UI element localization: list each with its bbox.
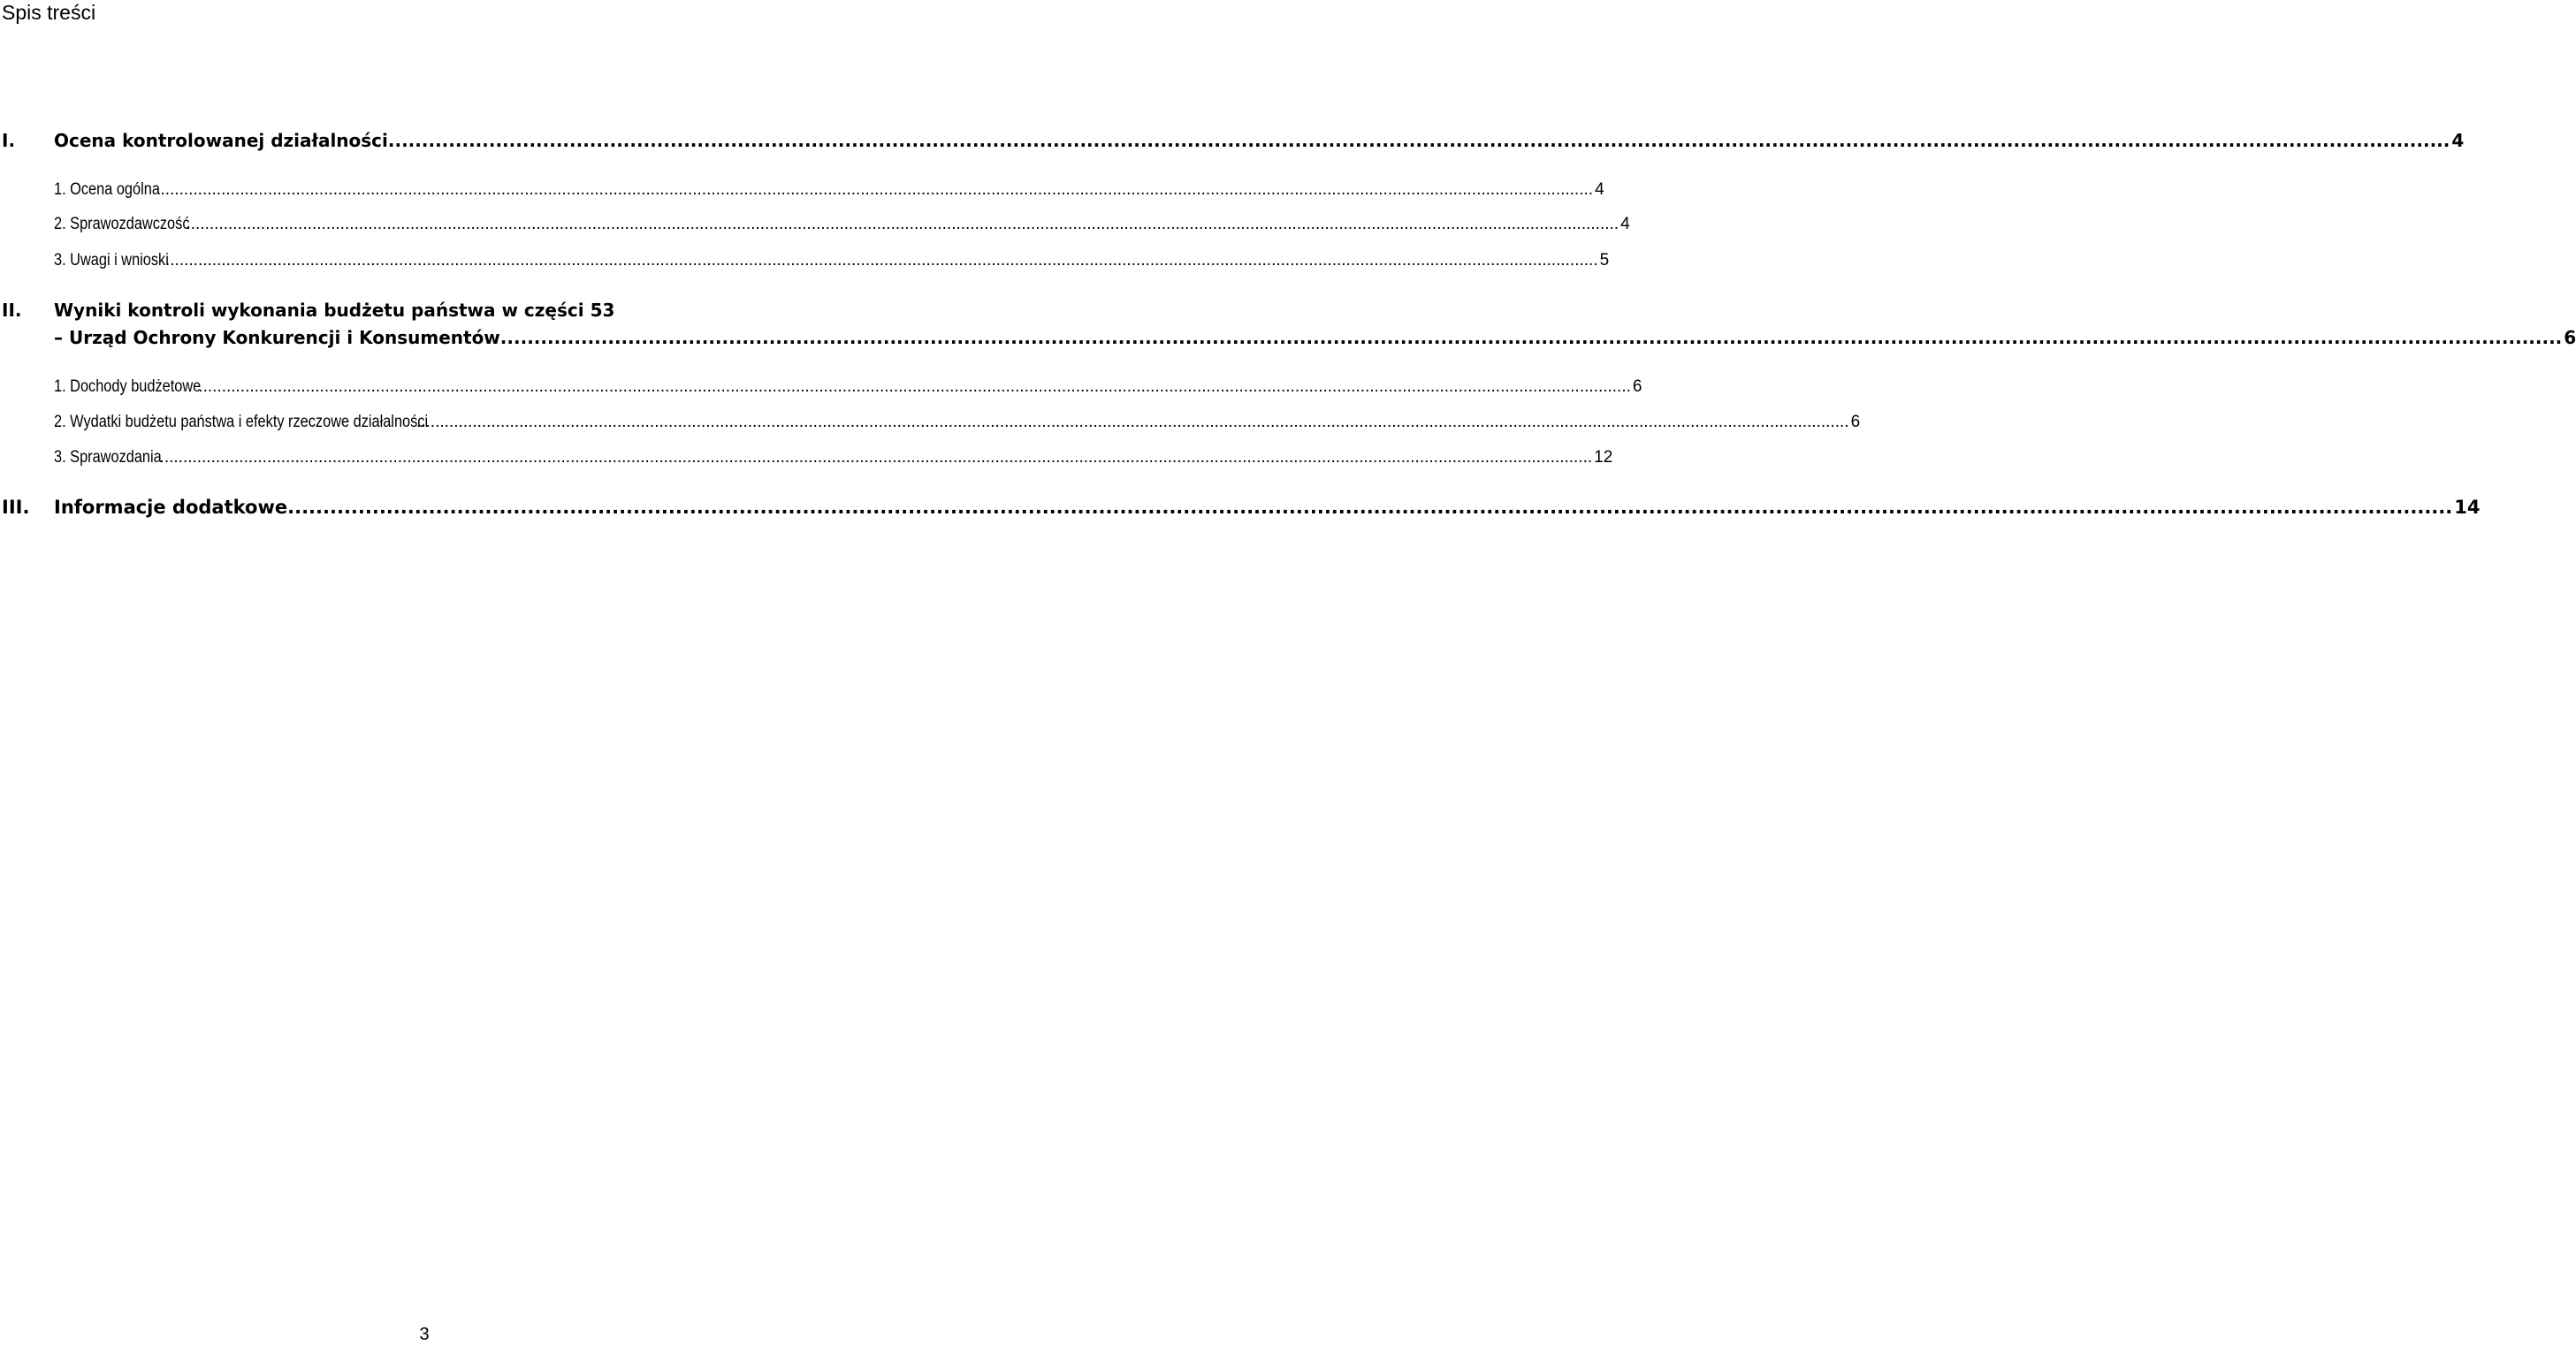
page-ref: 4 [1620,215,1630,233]
toc-section-1[interactable] [2,129,2465,152]
page-ref: 4 [1595,180,1604,199]
toc-item-2-2[interactable] [54,412,1861,433]
item-title: 2. Sprawozdawczość [54,215,190,233]
toc-section-2[interactable] [2,299,2576,352]
page-ref: 6 [1632,377,1642,396]
item-title: 1. Ocena ogólna [54,180,160,199]
toc-title: Spis treści [2,1,96,24]
leader-dots [500,326,2562,349]
leader-dots [160,179,1593,201]
page-ref: 5 [1599,251,1610,270]
leader-dots [198,376,1631,398]
leader-dots [165,250,1598,271]
page-ref: 12 [1594,448,1613,467]
leader-dots [287,496,2452,519]
section-number: III. [2,497,30,518]
leader-dots [416,412,1849,433]
section-title: Ocena kontrolowanej działalności [54,130,388,151]
section-number: II. [2,300,22,321]
section-title: Informacje dodatkowe [54,497,288,518]
section-number: I. [2,130,16,151]
item-title: 3. Sprawozdania [54,448,162,467]
leader-dots [388,129,2450,152]
toc-item-2-1[interactable] [54,376,1642,398]
page-ref: 14 [2454,497,2481,518]
toc-item-1-3[interactable] [54,250,1610,271]
section-title-line2: – Urząd Ochrony Konkurencji i Konsumentów [54,327,500,348]
page-ref: 6 [1850,413,1861,431]
toc-item-1-1[interactable] [54,179,1604,201]
leader-dots [160,447,1593,468]
leader-dots [186,214,1619,235]
page-number: 3 [419,1325,430,1344]
page-ref: 6 [2564,327,2576,348]
section-title-line1: Wyniki kontroli wykonania budżetu państwa w części 53 [54,300,615,321]
item-title: 2. Wydatki budżetu państwa i efekty rzeczowe działalności [54,413,429,431]
toc-item-1-2[interactable] [54,214,1630,235]
toc-section-3[interactable] [2,496,2481,519]
page-ref: 4 [2451,130,2465,151]
item-title: 1. Dochody budżetowe [54,377,202,396]
toc-item-2-3[interactable] [54,447,1613,468]
item-title: 3. Uwagi i wnioski [54,251,169,270]
